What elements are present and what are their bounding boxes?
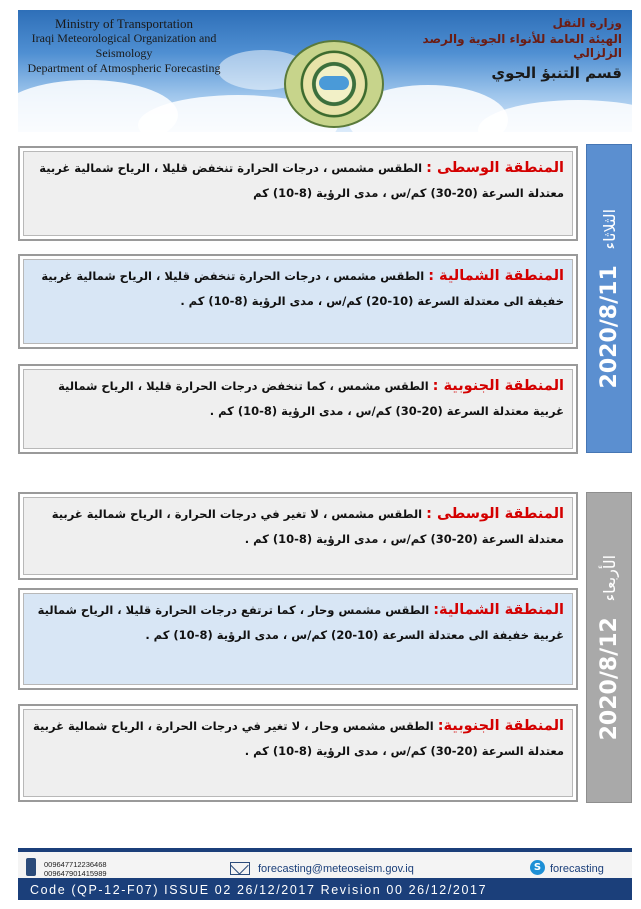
- organization-name-en: Iraqi Meteorological Organization and Seismology: [31, 31, 217, 60]
- date-day1: 2020/8/11: [596, 264, 622, 389]
- date-tab-day2: [586, 492, 632, 803]
- forecast-day2-north: [18, 588, 578, 690]
- weekday-day1: الثلاثاء: [599, 208, 619, 250]
- forecast-day1-north: [18, 254, 578, 349]
- footer-contact-strip: [18, 852, 632, 878]
- forecast-day2-central: [18, 492, 578, 580]
- forecast-text: الطقس مشمس ، درجات الحرارة تنخفض قليلا ، الرياح شمالية غربية معتدلة السرعة (20-30) كم/س ، مدى الرؤية (8-10) كم: [39, 161, 564, 200]
- forecast-text: الطقس مشمس ، كما تنخفض درجات الحرارة قليلا ، الرياح شمالية غربية معتدلة السرعة (20-30) كم/س ، مدى الرؤية (8-10) كم .: [58, 379, 564, 418]
- phone-icon: [26, 858, 36, 876]
- forecast-day2-south: [18, 704, 578, 802]
- region-name: المنطقة الجنوبية:: [437, 718, 564, 734]
- skype-link[interactable]: forecasting: [550, 863, 604, 875]
- region-name: المنطقة الجنوبية :: [432, 378, 564, 394]
- region-name: المنطقة الوسطى :: [426, 160, 564, 176]
- department-name-en: Department of Atmospheric Forecasting: [27, 61, 221, 75]
- department-name-ar: قسم التنبؤ الجوي: [491, 64, 622, 82]
- forecast-text: الطقس مشمس ، لا تغير في درجات الحرارة ، الرياح شمالية غربية معتدلة السرعة (20-30) كم/س ، مدى الرؤية (8-10) كم .: [51, 507, 564, 546]
- ministry-name-en: Ministry of Transportation: [55, 16, 193, 31]
- date-day2: 2020/8/12: [596, 616, 622, 741]
- forecast-text: الطقس مشمس وحار ، كما ترتفع درجات الحرارة قليلا ، الرياح شمالية غربية خفيفة الى معتدلة السرعة (10-20) كم/س ، مدى الرؤية (8-10) كم .: [37, 603, 564, 642]
- header-arabic: [392, 16, 622, 82]
- forecast-day1-south: [18, 364, 578, 454]
- document-code: Code (QP-12-F07) ISSUE 02 26/12/2017 Revision 00 26/12/2017: [30, 883, 488, 897]
- header-english: [24, 16, 224, 76]
- forecast-day1-central: [18, 146, 578, 241]
- forecast-text: الطقس مشمس وحار ، لا تغير في درجات الحرارة ، الرياح شمالية غربية معتدلة السرعة (20-30) كم/س ، مدى الرؤية (8-10) كم .: [32, 719, 564, 758]
- region-name: المنطقة الوسطى :: [426, 506, 564, 522]
- footer: [18, 848, 632, 900]
- weekday-day2: الأربعاء: [599, 554, 619, 602]
- phone-numbers: [44, 860, 107, 878]
- email-link[interactable]: forecasting@meteoseism.gov.iq: [258, 863, 414, 875]
- skype-icon: S: [530, 860, 545, 875]
- phone-number: 009647712236468: [44, 860, 107, 869]
- forecast-text: الطقس مشمس ، درجات الحرارة تنخفض قليلا ، الرياح شمالية غربية خفيفة الى معتدلة السرعة (10-20) كم/س ، مدى الرؤية (8-10) كم .: [41, 269, 564, 308]
- organization-seal-icon: [284, 40, 384, 128]
- header-banner: [18, 10, 632, 132]
- region-name: المنطقة الشمالية :: [428, 268, 564, 284]
- ministry-name-ar: وزارة النقل: [552, 16, 622, 30]
- organization-name-ar: الهيئة العامة للأنواء الجوية والرصد الزلزالي: [422, 32, 622, 60]
- phone-number: 009647901415989: [44, 869, 107, 878]
- region-name: المنطقة الشمالية:: [433, 602, 564, 618]
- date-tab-day1: [586, 144, 632, 453]
- mail-icon: [230, 862, 250, 875]
